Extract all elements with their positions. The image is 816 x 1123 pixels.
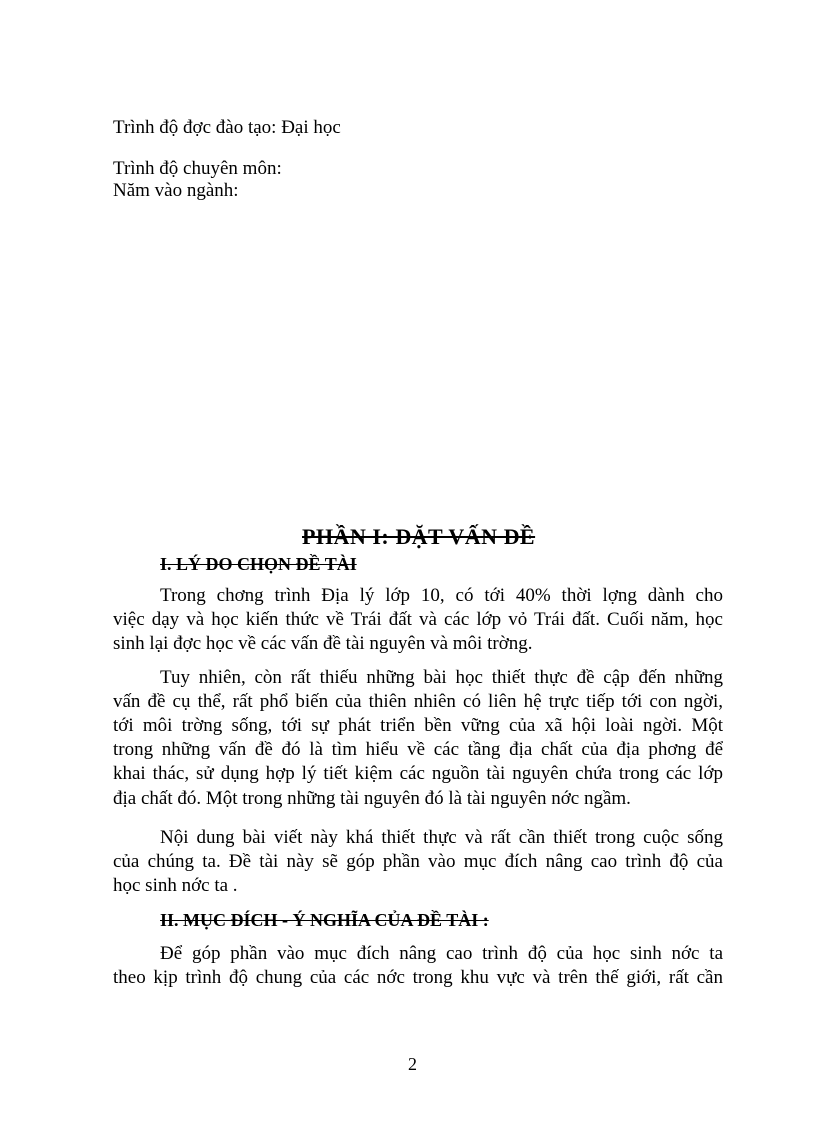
paragraph-1-line-1: Trong chơng trình Địa lý lớp 10, có tới 40% thời lợng dành cho	[160, 585, 723, 606]
year-joined-line: Năm vào ngành:	[113, 180, 239, 201]
paragraph-2-line-6: địa chất đó. Một trong những tài nguyên đó là tài nguyên nớc ngầm.	[113, 788, 631, 809]
paragraph-2-line-4: trong những vấn đề đó là tìm hiểu về các tầng địa chất của địa phơng để	[113, 739, 723, 760]
training-level-line: Trình độ đợc đào tạo: Đại học	[113, 117, 341, 138]
paragraph-3-line-2: của chúng ta. Đề tài này sẽ góp phần vào mục đích nâng cao trình độ của	[113, 851, 723, 872]
paragraph-2-line-5: khai thác, sử dụng hợp lý tiết kiệm các nguồn tài nguyên chứa trong các lớp	[113, 763, 723, 784]
paragraph-2-line-2: vấn đề cụ thể, rất phổ biến của thiên nhiên có liên hệ trực tiếp tới con ngời,	[113, 691, 723, 712]
section-2-heading: II. MỤC ĐÍCH - Ý NGHĨA CỦA ĐỀ TÀI :	[160, 910, 489, 930]
paragraph-2-line-3: tới môi trờng sống, tới sự phát triển bền vững của xã hội loài ngời. Một	[113, 715, 723, 736]
paragraph-1-line-3: sinh lại đợc học về các vấn đề tài nguyên và môi trờng.	[113, 633, 533, 654]
paragraph-2-line-1: Tuy nhiên, còn rất thiếu những bài học thiết thực đề cập đến những	[160, 667, 723, 688]
paragraph-4-line-1: Để góp phần vào mục đích nâng cao trình độ của học sinh nớc ta	[160, 943, 723, 964]
page-number: 2	[408, 1054, 417, 1074]
paragraph-1-line-2: việc dạy và học kiến thức về Trái đất và các lớp vỏ Trái đất. Cuối năm, học	[113, 609, 723, 630]
paragraph-3-line-1: Nội dung bài viết này khá thiết thực và rất cần thiết trong cuộc sống	[160, 827, 723, 848]
section-1-heading: I. LÝ DO CHỌN ĐỀ TÀI	[160, 554, 357, 574]
part-title: PHẦN I: ĐẶT VẤN ĐỀ	[302, 524, 536, 549]
paragraph-3-line-3: học sinh nớc ta .	[113, 875, 238, 896]
paragraph-4-line-2: theo kịp trình độ chung của các nớc trong khu vực và trên thế giới, rất cần	[113, 967, 723, 988]
specialty-line: Trình độ chuyên môn:	[113, 158, 282, 179]
